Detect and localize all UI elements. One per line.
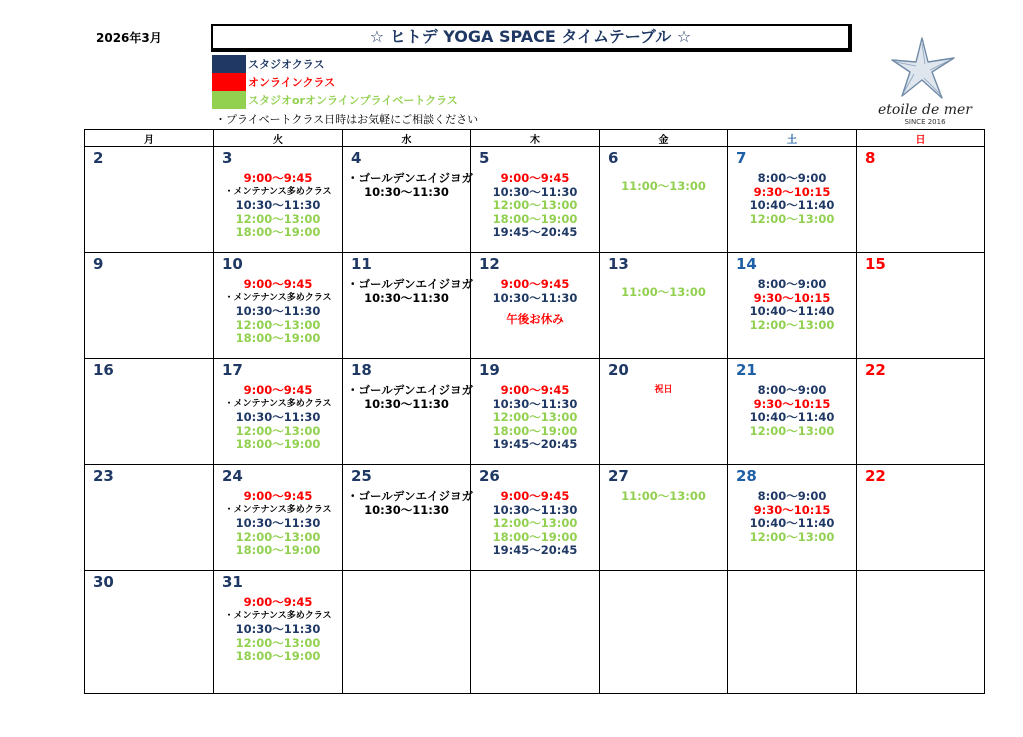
class-time: 12:00〜13:00 <box>492 410 578 424</box>
day-cell <box>214 465 343 571</box>
class-time: 9:00〜9:45 <box>500 383 570 397</box>
day-number: 6 <box>608 149 619 167</box>
class-time: 10:30〜11:30 <box>492 502 578 517</box>
class-list <box>214 384 342 452</box>
day-number: 3 <box>222 149 233 167</box>
class-time: 祝日 <box>654 385 673 395</box>
class-time: 10:30〜11:30 <box>235 410 321 424</box>
class-time: 9:00〜9:45 <box>500 171 570 185</box>
class-time: 19:45〜20:45 <box>492 225 578 239</box>
legend-online <box>212 73 335 91</box>
day-cell <box>728 147 857 253</box>
class-list <box>343 489 474 517</box>
day-number: 8 <box>865 149 876 167</box>
class-time: 12:00〜13:00 <box>749 423 835 438</box>
day-cell <box>343 359 474 465</box>
class-time: 11:00〜13:00 <box>621 285 706 299</box>
day-cell <box>728 465 857 571</box>
legend-private <box>212 91 458 109</box>
class-time: 10:40〜11:40 <box>749 198 835 212</box>
day-number: 28 <box>736 467 757 485</box>
day-number: 12 <box>479 255 500 273</box>
class-time: 12:00〜13:00 <box>492 198 578 212</box>
day-cell <box>600 253 728 359</box>
class-time: 9:00〜9:45 <box>243 489 313 503</box>
day-number: 31 <box>222 573 243 591</box>
class-list <box>343 171 474 199</box>
day-number: 10 <box>222 255 243 273</box>
day-number: 16 <box>93 361 114 379</box>
day-number: 24 <box>222 467 243 485</box>
class-time: 9:30〜10:15 <box>753 184 831 199</box>
day-number: 15 <box>865 255 886 273</box>
class-list <box>214 490 342 558</box>
class-time: 10:30〜11:30 <box>492 290 578 305</box>
class-list <box>600 172 727 194</box>
class-time: ・メンテナンス多めクラス <box>224 504 332 515</box>
day-cell <box>471 253 600 359</box>
class-time: 9:30〜10:15 <box>753 396 831 411</box>
class-time: 9:00〜9:45 <box>500 277 570 291</box>
class-time: 8:00〜9:00 <box>757 171 827 185</box>
day-number: 18 <box>351 361 372 379</box>
day-number: 4 <box>351 149 362 167</box>
class-time: 12:00〜13:00 <box>235 529 321 544</box>
day-number: 17 <box>222 361 243 379</box>
week-row <box>85 253 985 359</box>
day-cell <box>600 359 728 465</box>
day-number: 27 <box>608 467 629 485</box>
class-list <box>600 490 727 504</box>
day-cell <box>343 571 471 694</box>
class-time: 9:00〜9:45 <box>243 171 313 185</box>
class-time: 12:00〜13:00 <box>235 211 321 226</box>
legend-label-studio: スタジオクラス <box>248 58 325 71</box>
class-list <box>471 278 599 327</box>
class-time: 18:00〜19:00 <box>235 543 321 557</box>
day-number: 23 <box>93 467 114 485</box>
class-time: 18:00〜19:00 <box>235 225 321 239</box>
class-time: 10:30〜11:30 <box>235 198 321 212</box>
class-list <box>728 490 856 544</box>
month-label: 2026年3月 <box>96 31 162 45</box>
day-number: 9 <box>93 255 104 273</box>
class-time: ・ゴールデンエイジヨガ <box>347 171 474 185</box>
weekday-sat: 土 <box>728 130 857 147</box>
day-number: 25 <box>351 467 372 485</box>
class-time: 10:40〜11:40 <box>749 304 835 318</box>
day-cell <box>728 571 857 694</box>
class-time: 10:30〜11:30 <box>235 516 321 530</box>
class-time: 10:40〜11:40 <box>749 516 835 530</box>
legend-label-online: オンラインクラス <box>248 76 336 89</box>
day-cell <box>85 359 214 465</box>
day-cell <box>343 253 474 359</box>
legend-swatch-private <box>212 91 246 109</box>
weekday-mon: 月 <box>85 130 214 147</box>
class-time: ・メンテナンス多めクラス <box>224 186 332 197</box>
day-cell <box>471 571 600 694</box>
day-cell <box>857 465 985 571</box>
day-cell <box>214 253 343 359</box>
weekday-fri: 金 <box>600 130 728 147</box>
class-list <box>728 384 856 438</box>
logo-since: SINCE 2016 <box>904 118 946 126</box>
week-row <box>85 359 985 465</box>
class-time: 12:00〜13:00 <box>235 317 321 332</box>
class-time: 8:00〜9:00 <box>757 489 827 503</box>
day-number: 20 <box>608 361 629 379</box>
class-time: 18:00〜19:00 <box>235 331 321 345</box>
day-cell <box>728 359 857 465</box>
day-cell <box>214 147 343 253</box>
day-cell <box>857 147 985 253</box>
class-time: 18:00〜19:00 <box>235 437 321 451</box>
day-number: 7 <box>736 149 747 167</box>
day-cell <box>85 465 214 571</box>
class-time: ・メンテナンス多めクラス <box>224 292 332 303</box>
timetable <box>84 129 985 694</box>
class-time: 12:00〜13:00 <box>749 529 835 544</box>
week-row <box>85 465 985 571</box>
class-time: 19:45〜20:45 <box>492 543 578 557</box>
day-number: 13 <box>608 255 629 273</box>
day-cell <box>600 147 728 253</box>
class-time: 8:00〜9:00 <box>757 277 827 291</box>
class-list <box>728 278 856 332</box>
class-list <box>214 596 342 664</box>
logo-name: etoile de mer <box>878 102 972 118</box>
class-time: 12:00〜13:00 <box>749 211 835 226</box>
week-row <box>85 571 985 694</box>
legend-swatch-studio <box>212 55 246 73</box>
day-cell <box>343 147 474 253</box>
weekday-header-row <box>85 130 985 147</box>
class-time: 10:30〜11:30 <box>364 396 449 411</box>
day-cell <box>343 465 474 571</box>
legend-swatch-online <box>212 73 246 91</box>
class-time: 19:45〜20:45 <box>492 437 578 451</box>
class-time: 9:00〜9:45 <box>500 489 570 503</box>
day-number: 14 <box>736 255 757 273</box>
class-list <box>343 277 474 305</box>
class-list <box>600 278 727 300</box>
class-list <box>214 278 342 346</box>
class-time: 12:00〜13:00 <box>492 516 578 530</box>
day-number: 11 <box>351 255 372 273</box>
weekday-sun: 日 <box>857 130 985 147</box>
class-time: 11:00〜13:00 <box>621 489 706 503</box>
day-cell <box>600 571 728 694</box>
class-time: 11:00〜13:00 <box>621 179 706 193</box>
day-cell <box>600 465 728 571</box>
day-cell <box>857 359 985 465</box>
class-time: 10:30〜11:30 <box>235 304 321 318</box>
class-time: 9:30〜10:15 <box>753 290 831 305</box>
day-cell <box>85 253 214 359</box>
day-cell <box>214 571 343 694</box>
day-cell <box>85 147 214 253</box>
class-time: 12:00〜13:00 <box>235 635 321 650</box>
day-cell <box>214 359 343 465</box>
logo <box>870 36 980 128</box>
class-time: 10:30〜11:30 <box>364 184 449 199</box>
class-time: 9:00〜9:45 <box>243 277 313 291</box>
class-time: 10:30〜11:30 <box>364 290 449 305</box>
class-time: 9:00〜9:45 <box>243 383 313 397</box>
day-cell <box>857 571 985 694</box>
day-number: 26 <box>479 467 500 485</box>
class-time: 8:00〜9:00 <box>757 383 827 397</box>
class-time: 18:00〜19:00 <box>492 423 578 438</box>
class-time: ・ゴールデンエイジヨガ <box>347 277 474 291</box>
class-time: 18:00〜19:00 <box>492 211 578 226</box>
class-list <box>471 490 599 558</box>
legend-label-private: スタジオorオンラインプライベートクラス <box>248 94 458 107</box>
day-number: 2 <box>93 149 104 167</box>
day-number: 22 <box>865 467 886 485</box>
class-time: 10:30〜11:30 <box>235 622 321 636</box>
day-number: 22 <box>865 361 886 379</box>
class-list <box>214 172 342 240</box>
day-number: 5 <box>479 149 490 167</box>
class-time: 10:30〜11:30 <box>492 396 578 411</box>
private-class-note: ・プライベートクラス日時はお気軽にご相談ください <box>215 113 479 126</box>
class-time: 10:40〜11:40 <box>749 410 835 424</box>
day-cell <box>471 147 600 253</box>
day-cell <box>728 253 857 359</box>
class-time: 10:30〜11:30 <box>492 184 578 199</box>
weekday-tue: 火 <box>214 130 343 147</box>
day-number: 30 <box>93 573 114 591</box>
class-time: 12:00〜13:00 <box>235 423 321 438</box>
legend-studio <box>212 55 324 73</box>
class-time: ・メンテナンス多めクラス <box>224 398 332 409</box>
weekday-wed: 水 <box>343 130 471 147</box>
day-cell <box>471 359 600 465</box>
class-time: 9:00〜9:45 <box>243 595 313 609</box>
day-number: 21 <box>736 361 757 379</box>
starfish-icon <box>870 36 980 102</box>
class-time: 12:00〜13:00 <box>749 317 835 332</box>
class-time: ・ゴールデンエイジヨガ <box>347 489 474 503</box>
day-cell <box>857 253 985 359</box>
day-number: 19 <box>479 361 500 379</box>
class-list <box>600 384 727 398</box>
class-list <box>728 172 856 226</box>
class-time: 10:30〜11:30 <box>364 502 449 517</box>
class-list <box>471 172 599 240</box>
class-list <box>471 384 599 452</box>
class-time: 午後お休み <box>506 312 564 326</box>
class-time: 9:30〜10:15 <box>753 502 831 517</box>
day-cell <box>85 571 214 694</box>
class-time: ・ゴールデンエイジヨガ <box>347 383 474 397</box>
class-time: 18:00〜19:00 <box>492 529 578 544</box>
class-time: 18:00〜19:00 <box>235 649 321 663</box>
day-cell <box>471 465 600 571</box>
week-row <box>85 147 985 253</box>
weekday-thu: 木 <box>471 130 600 147</box>
class-time: ・メンテナンス多めクラス <box>224 610 332 621</box>
class-list <box>343 383 474 411</box>
page-title: ☆ ヒトデ YOGA SPACE タイムテーブル ☆ <box>211 24 852 52</box>
